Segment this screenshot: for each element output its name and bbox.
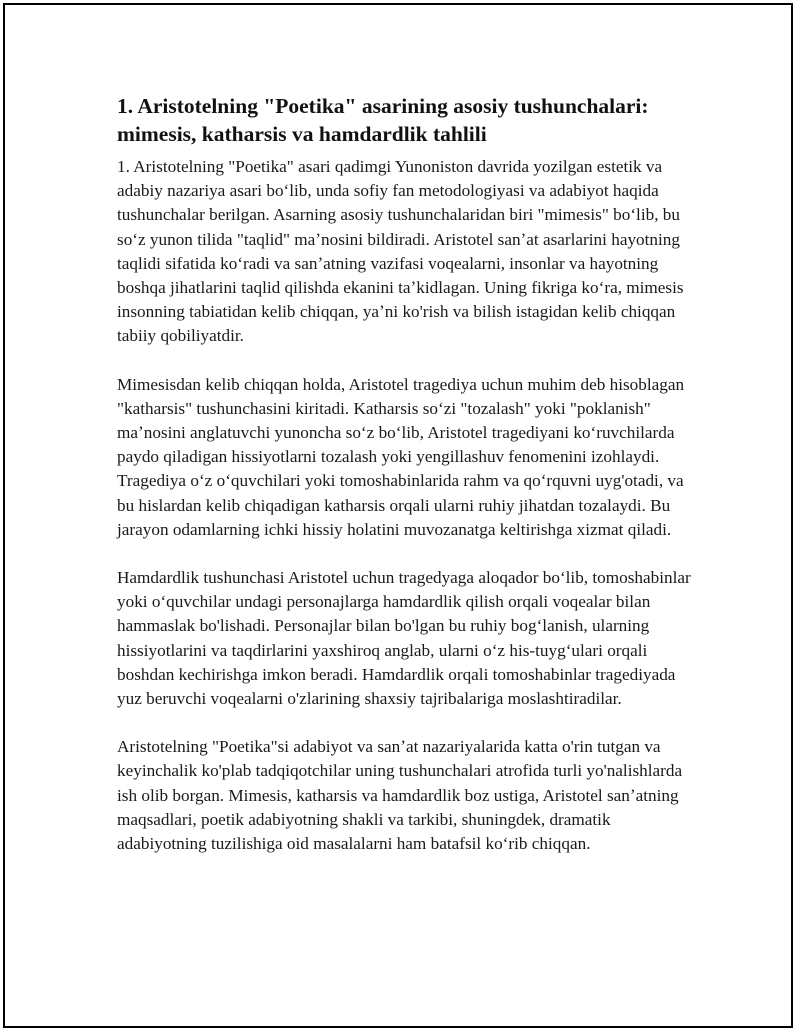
document-title: 1. Aristotelning "Poetika" asarining asosiy tushunchalari: mimesis, katharsis va hamdardlik tahlili: [117, 94, 649, 146]
paragraph-4: Aristotelning "Poetika"si adabiyot va sanʼat nazariyalarida katta o'rin tutgan va keyinchalik ko'plab tadqiqotchilar uning tushunchalari atrofida turli yo'nalishlarda ish olib borgan. Mimesis, katharsis va hamdardlik boz ustiga, Aristotel sanʼatning maqsadlari, poetik adabiyotning shakli va tarkibi, shuningdek, dramatik adabiyotning tuzilishiga oid masalalarni ham batafsil koʻrib chiqqan.: [117, 737, 683, 854]
paragraph-1: 1. Aristotelning "Poetika" asari qadimgi Yunoniston davrida yozilgan estetik va adabiy nazariya asari boʻlib, unda sofiy fan metodologiyasi va adabiyot haqida tushunchalar berilgan. Asarning asosiy tushunchalaridan biri "mimesis" boʻlib, bu soʻz yunon tilida "taqlid" maʼnosini bildiradi. Aristotel sanʼat asarlarini hayotning taqlidi sifatida koʻradi va sanʼatning vazifasi voqealarni, insonlar va hayotning boshqa jihatlarini taqlid qilishda ekanini taʼkidlagan. Uning fikriga koʻra, mimesis insonning tabiatidan kelib chiqqan, yaʼni ko'rish va bilish istagidan kelib chiqqan tabiiy qobiliyatdir.: [117, 157, 684, 346]
paragraph-2: Mimesisdan kelib chiqqan holda, Aristotel tragediya uchun muhim deb hisoblagan "katharsis" tushunchasini kiritadi. Katharsis soʻzi "tozalash" yoki "poklanish" maʼnosini anglatuvchi yunoncha soʻz boʻlib, Aristotel tragediyani koʻruvchilarda paydo qiladigan hissiyotlarni tozalash yoki yengillashuv fenomenini izohlaydi. Tragediya oʻz oʻquvchilari yoki tomoshabinlarida rahm va qoʻrquvni uyg'otadi, va bu hislardan kelib chiqadigan katharsis orqali ularni ruhiy jihatdan tozalaydi. Bu jarayon odamlarning ichki hissiy holatini muvozanatga keltirishga xizmat qiladi.: [117, 374, 685, 539]
document-body: [117, 92, 697, 880]
paragraph-3: Hamdardlik tushunchasi Aristotel uchun tragedyaga aloqador boʻlib, tomoshabinlar yoki oʻquvchilar undagi personajlarga hamdardlik qilish orqali voqealar bilan hammaslak bo'lishadi. Personajlar bilan bo'lgan bu ruhiy bogʻlanish, ularning hissiyotlarini va taqdirlarini yaxshiroq anglab, ularni oʻz his-tuygʻulari orqali boshdan kechirishga imkon beradi. Hamdardlik orqali tomoshabinlar tragediyada yuz beruvchi voqealarni o'zlarining shaxsiy tajribalariga moslashtiradilar.: [117, 568, 691, 709]
